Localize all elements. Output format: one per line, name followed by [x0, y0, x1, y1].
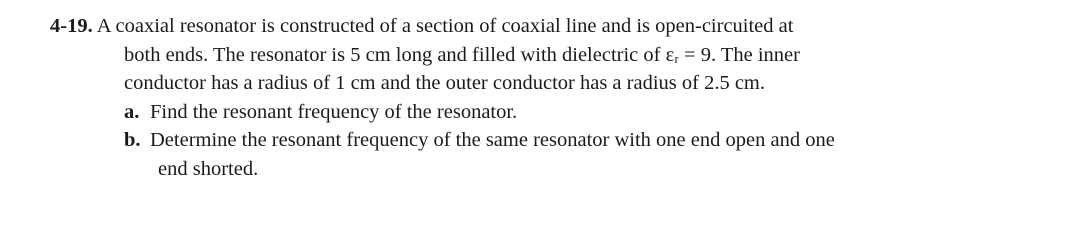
part-a-text: Find the resonant frequency of the resonator.	[150, 101, 518, 123]
part-b-continuation: end shorted.	[158, 158, 259, 180]
part-a	[124, 100, 517, 124]
problem-line-1	[50, 14, 793, 38]
part-b-label: b.	[124, 129, 141, 151]
part-b-text: Determine the resonant frequency of the same resonator with one end open and one	[150, 129, 835, 151]
problem-text-line-1: A coaxial resonator is constructed of a section of coaxial line and is open-circuited at	[96, 15, 794, 37]
problem-text-line-2: both ends. The resonator is 5 cm long and filled with dielectric of εᵣ = 9. The inner	[124, 44, 800, 66]
problem-number: 4-19.	[50, 15, 93, 37]
part-a-label: a.	[124, 101, 140, 123]
part-b	[124, 128, 835, 152]
problem-text-line-3: conductor has a radius of 1 cm and the outer conductor has a radius of 2.5 cm.	[124, 72, 765, 94]
